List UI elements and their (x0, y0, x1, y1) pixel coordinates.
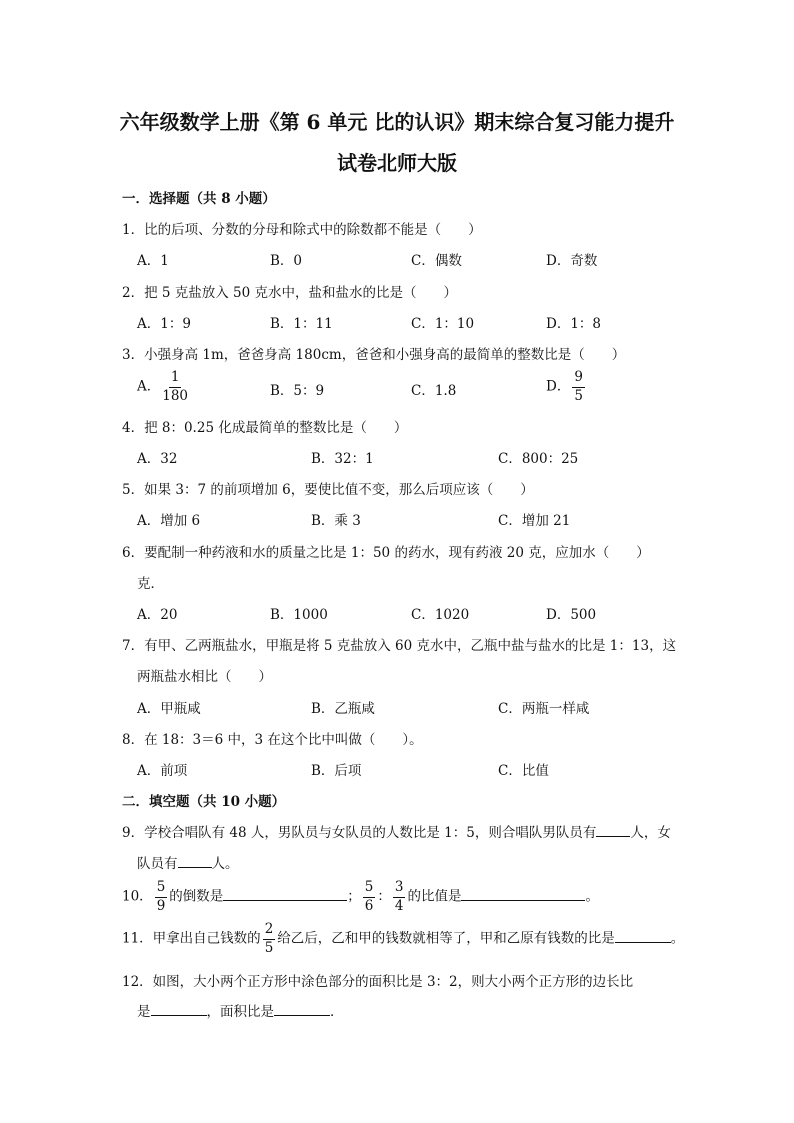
question-1-option-a: A．1 (137, 253, 169, 269)
answer-blank[interactable] (461, 886, 585, 901)
question-5-option-b: B．乘 3 (311, 513, 361, 529)
question-9-line2 (137, 852, 239, 872)
answer-blank[interactable] (274, 1001, 330, 1016)
fraction-numerator: 3 (393, 881, 406, 898)
question-3-option-c: C．1.8 (411, 383, 457, 399)
fraction-numerator: 1 (169, 371, 182, 388)
question-3-option-d-prefix: D． (546, 378, 571, 395)
question-8-stem: 8．在 18：3＝6 中，3 在这个比中叫做（ ）。 (122, 732, 423, 748)
question-6-option-c: C．1020 (411, 607, 470, 623)
question-10 (122, 881, 599, 913)
question-7-option-b: B．乙瓶咸 (311, 701, 375, 717)
question-5-option-c: C．增加 21 (498, 513, 571, 529)
question-7-stem: 7．有甲、乙两瓶盐水，甲瓶是将 5 克盐放入 60 克水中，乙瓶中盐与盐水的比是 1：13，这 (122, 638, 677, 654)
question-12-text: ，面积比是 (206, 1004, 274, 1020)
fraction-denominator: 9 (156, 897, 166, 914)
question-6-option-a: A．20 (137, 607, 178, 623)
fraction-denominator: 5 (264, 939, 274, 956)
question-3-option-b: B．5：9 (270, 383, 325, 399)
question-7-option-c: C．两瓶一样咸 (498, 701, 590, 717)
question-10-end: 。 (585, 888, 599, 905)
question-10-text: 的倒数是 (169, 888, 224, 905)
question-9-text: 人，女 (630, 825, 671, 841)
question-4-option-c: C．800：25 (498, 451, 579, 467)
question-3-option-a-prefix: A． (137, 378, 161, 395)
question-1-option-b: B．0 (270, 253, 303, 269)
question-6-stem: 6．要配制一种药液和水的质量之比是 1：50 的药水，现有药液 20 克，应加水（ ） (122, 545, 650, 561)
fraction-numerator: 5 (363, 881, 376, 898)
question-1-option-d: D．奇数 (546, 253, 598, 269)
question-2-option-d: D．1：8 (546, 316, 602, 332)
question-12-text: 是 (137, 1004, 151, 1020)
question-8-option-b: B．后项 (311, 763, 362, 779)
question-11-text: 给乙后，乙和甲的钱数就相等了，甲和乙原有钱数的比是 (277, 930, 615, 947)
question-8-option-c: C．比值 (498, 763, 549, 779)
answer-blank[interactable] (223, 886, 347, 901)
question-11-end: 。 (670, 930, 685, 947)
question-11 (122, 923, 684, 955)
question-5-option-a: A．增加 6 (137, 513, 201, 529)
question-6-option-b: B．1000 (270, 607, 328, 623)
answer-blank[interactable] (178, 853, 212, 868)
fraction-denominator: 5 (574, 387, 583, 404)
fraction-5-over-9 (155, 881, 168, 913)
question-3-option-a (137, 371, 190, 403)
question-8-option-a: A．前项 (137, 763, 188, 779)
question-2-stem: 2．把 5 克盐放入 50 克水中，盐和盐水的比是（ ） (122, 285, 458, 301)
document-title-line1: 六年级数学上册《第 6 单元 比的认识》期末综合复习能力提升 (119, 110, 675, 134)
question-4-option-a: A．32 (137, 451, 178, 467)
question-7-option-a: A．甲瓶咸 (137, 701, 201, 717)
question-10-text: 的比值是 (407, 888, 462, 905)
question-12-end: ． (330, 1004, 344, 1020)
question-7-stem-continued: 两瓶盐水相比（ ） (137, 669, 272, 685)
fraction-numerator: 2 (263, 923, 276, 940)
answer-blank[interactable] (151, 1001, 207, 1016)
ratio-colon: ： (377, 888, 391, 905)
fraction-numerator: 5 (155, 881, 168, 898)
question-11-text: 11．甲拿出自己钱数的 (122, 930, 261, 947)
question-1-stem: 1．比的后项、分数的分母和除式中的除数都不能是（ ） (122, 222, 482, 238)
fraction-denominator: 4 (394, 897, 404, 914)
fraction-numerator: 9 (572, 371, 585, 388)
question-10-separator: ； (347, 888, 361, 905)
section-heading-fill: 二．填空题（共 10 小题） (122, 794, 286, 810)
fraction-1-over-180 (162, 371, 188, 403)
question-6-option-d: D．500 (546, 607, 597, 623)
question-5-stem: 5．如果 3：7 的前项增加 6，要使比值不变，那么后项应该（ ） (122, 482, 534, 498)
question-10-number: 10． (122, 888, 153, 905)
document-title-line2: 试卷北师大版 (337, 151, 457, 175)
fraction-9-over-5 (572, 371, 585, 403)
question-9-text: 9．学校合唱队有 48 人，男队员与女队员的人数比是 1：5，则合唱队男队员有 (122, 825, 597, 841)
fraction-5-over-6 (363, 881, 376, 913)
question-9-line1 (122, 821, 671, 841)
question-12-stem: 12．如图，大小两个正方形中涂色部分的面积比是 3：2，则大小两个正方形的边长比 (122, 974, 634, 990)
question-2-option-a: A．1：9 (137, 316, 191, 332)
question-3-stem: 3．小强身高 1m，爸爸身高 180cm，爸爸和小强身高的最简单的整数比是（ ） (122, 347, 626, 363)
answer-blank[interactable] (615, 928, 671, 943)
question-9-text: 人。 (211, 856, 239, 872)
question-4-option-b: B．32：1 (311, 451, 374, 467)
question-2-option-b: B．1：11 (270, 316, 333, 332)
question-1-option-c: C．偶数 (411, 253, 462, 269)
fraction-denominator: 6 (364, 897, 374, 914)
section-heading-choice: 一．选择题（共 8 小题） (122, 191, 276, 207)
question-6-stem-continued: 克． (137, 576, 164, 592)
question-4-stem: 4．把 8：0.25 化成最简单的整数比是（ ） (122, 420, 408, 436)
answer-blank[interactable] (596, 822, 630, 837)
question-3-option-d (546, 371, 587, 403)
question-2-option-c: C．1：10 (411, 316, 475, 332)
fraction-denominator: 180 (162, 387, 189, 404)
question-12-line2 (137, 1000, 344, 1020)
fraction-2-over-5 (263, 923, 276, 955)
fraction-3-over-4 (393, 881, 406, 913)
question-9-text: 队员有 (137, 856, 178, 872)
